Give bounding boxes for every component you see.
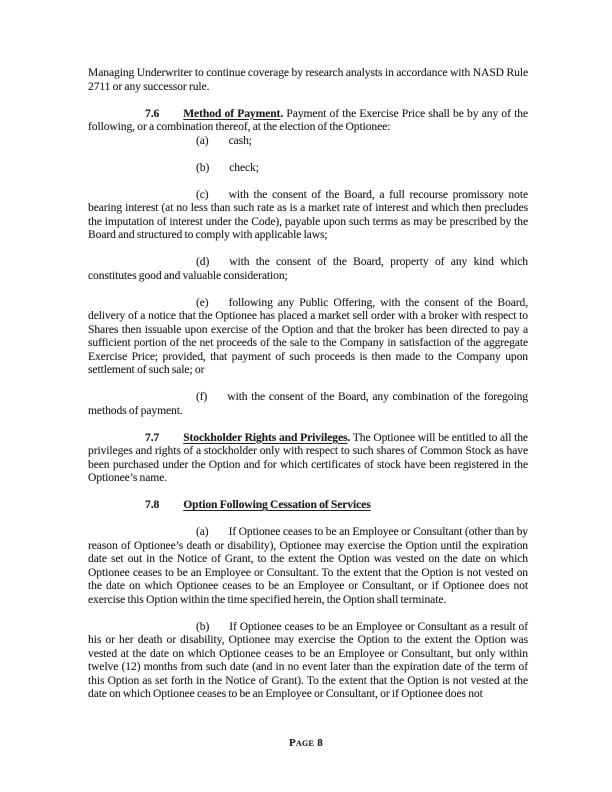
section-heading: Stockholder Rights and Privileges <box>183 430 348 444</box>
item-body: If Optionee ceases to be an Employee or Consultant as a result of his or her death or disability, Optionee may exercise the Option to the extent the Option was vested at the date on which Optionee ceases to be an Employee or Consultant, but only within twelve (12) months from such date (and in no event later than the expiration date of the term of this Option as set forth in the Notice of Grant). To the extent that the Option is not vested at the date on which Optionee ceases to be an Employee or Consultant, or if Optionee does not <box>88 619 528 700</box>
item-b-check <box>88 161 528 175</box>
section-number: 7.6 <box>145 106 160 120</box>
item-label: (b) <box>196 619 210 633</box>
heading-separator: . <box>280 106 284 120</box>
paragraph-continuation <box>88 66 528 93</box>
section-heading: Option Following Cessation of Services <box>183 498 371 511</box>
section-body: The Optionee will be entitled to all the privileges and rights of a stockholder only with respect to such shares of Common Stock as have been purchased under the Option and for which certificates of stock have been registered in the Optionee’s name. <box>88 430 528 484</box>
item-c-promissory-note <box>88 188 528 242</box>
item-d-property <box>88 255 528 282</box>
item-a-cessation <box>88 525 528 606</box>
item-body: with the consent of the Board, any combination of the foregoing methods of payment. <box>88 390 528 417</box>
item-label: (b) <box>196 160 210 174</box>
section-7-8 <box>88 498 528 512</box>
item-label: (e) <box>196 295 209 309</box>
item-b-death-disability <box>88 620 528 701</box>
page-number-footer <box>0 737 612 749</box>
section-7-6 <box>88 107 528 134</box>
item-f-combination <box>88 390 528 417</box>
item-label: (c) <box>196 187 209 201</box>
item-body: If Optionee ceases to be an Employee or Consultant (other than by reason of Optionee’s death or disability), Optionee may exercise the Option until the expiration date set out in the Notice of Grant, to the extent the Option was vested on the date on which Optionee ceases to be an Employee or Consultant. To the extent that the Option is not vested on the date on which Optionee ceases to be an Employee or Consultant, or if Optionee does not exercise this Option within the time specified herein, the Option shall terminate. <box>88 525 528 606</box>
item-body: with the consent of the Board, a full recourse promissory note bearing interest (at no less than such rate as is a market rate of interest and which then precludes the imputation of interest under the Code), payable upon such terms as may be prescribed by the Board and structured to comply with applicable laws; <box>88 187 528 241</box>
item-body: with the consent of the Board, property of any kind which constitutes good and valuable consideration; <box>88 255 528 282</box>
item-e-market-sell-order <box>88 296 528 377</box>
item-label: (a) <box>196 525 209 538</box>
item-label: (f) <box>196 390 208 403</box>
section-heading: Method of Payment <box>183 106 281 120</box>
item-body: following any Public Offering, with the consent of the Board, delivery of a notice that the Optionee has placed a market sell order with a broker with respect to Shares then issuable upon exercise of the Option and that the broker has been directed to pay a sufficient portion of the net proceeds of the sale to the Company in satisfaction of the aggregate Exercise Price; provided, that payment of such proceeds is then made to the Company upon settlement of such sale; or <box>88 295 528 376</box>
section-number: 7.8 <box>145 498 160 511</box>
heading-separator: . <box>347 430 351 444</box>
page-number-label: Page 8 <box>288 737 324 749</box>
item-body: check; <box>229 160 259 174</box>
paragraph-text: Managing Underwriter to continue coverage by research analysts in accordance with NASD Rule 2711 or any successor rule. <box>88 66 528 93</box>
item-a-cash <box>88 134 528 148</box>
document-content <box>88 66 528 701</box>
item-label: (a) <box>196 133 209 147</box>
item-body: cash; <box>228 133 252 147</box>
section-number: 7.7 <box>145 430 160 444</box>
item-label: (d) <box>196 255 210 268</box>
section-body: Payment of the Exercise Price shall be by any of the following, or a combination thereof, at the election of the Optionee: <box>88 106 529 133</box>
section-7-7 <box>88 431 528 485</box>
